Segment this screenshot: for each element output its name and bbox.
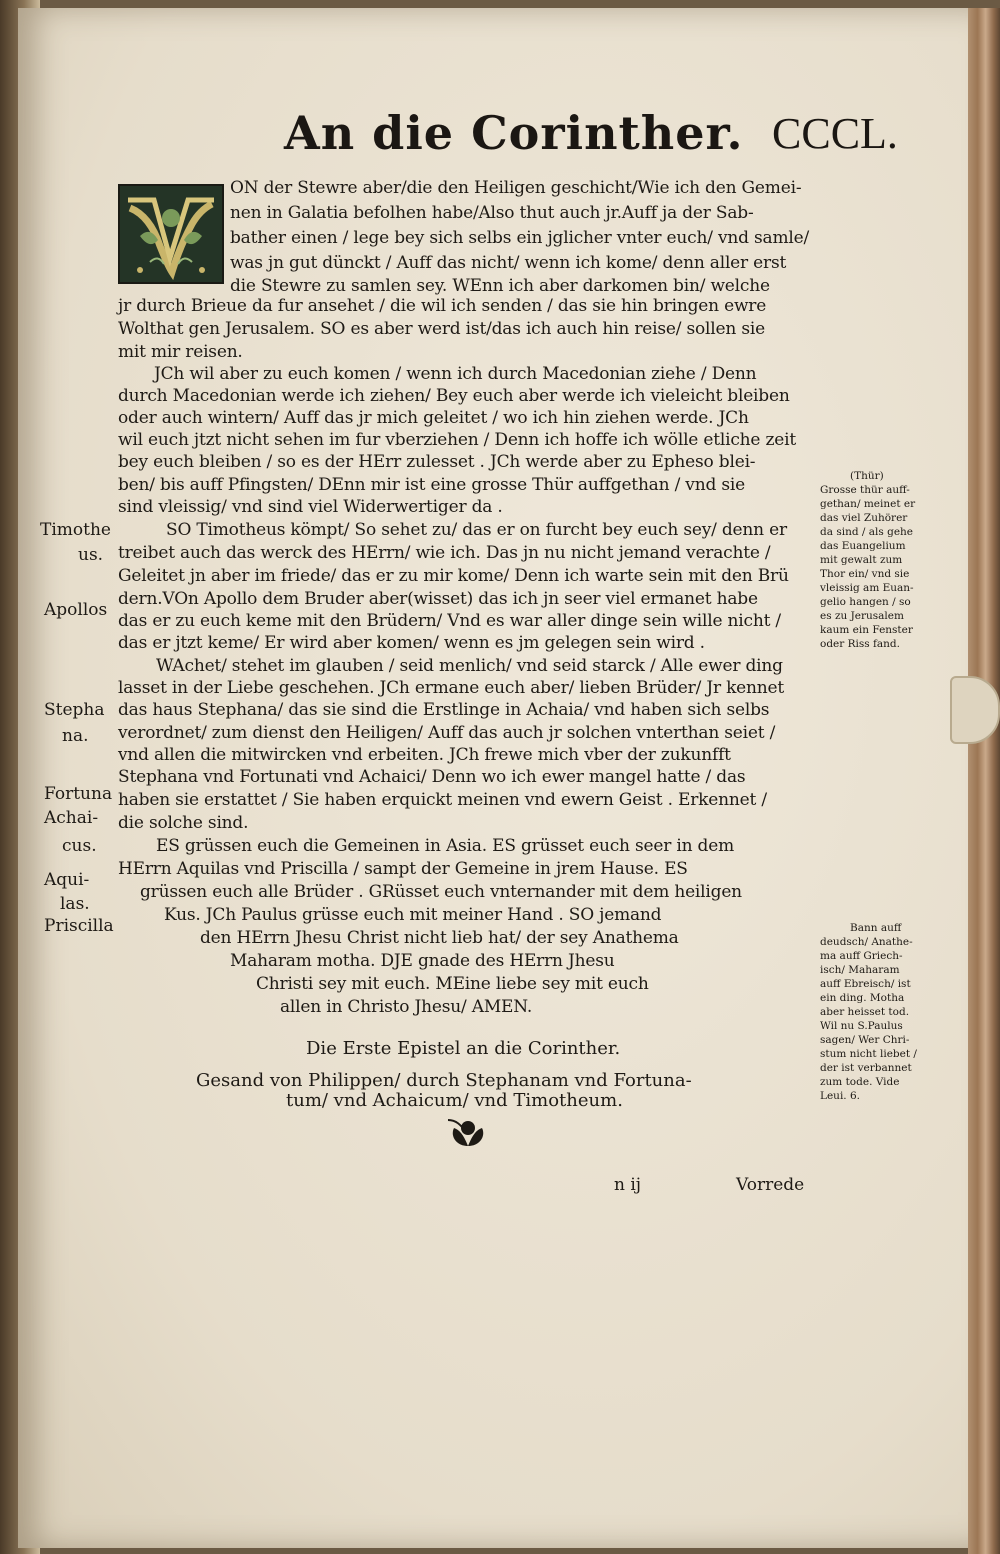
text-line: lasset in der Liebe geschehen. JCh ermane euch aber/ lieben Brüder/ Jr kennet: [118, 678, 785, 698]
page-edge-stack: [968, 8, 1000, 1554]
gloss-line: ma auff Griech-: [820, 950, 903, 962]
text-line: wil euch jtzt nicht sehen im fur vberziehen / Denn ich hoffe ich wölle etliche zeit: [118, 430, 796, 450]
text-line: HErrn Aquilas vnd Priscilla / sampt der Gemeine in jrem Hause. ES: [118, 859, 688, 879]
margin-name: us.: [78, 545, 104, 565]
margin-name: Aqui-: [44, 870, 90, 890]
gloss-line: stum nicht liebet /: [820, 1048, 917, 1060]
margin-name: las.: [60, 894, 90, 914]
text-line: haben sie erstattet / Sie haben erquickt meinen vnd ewern Geist . Erkennet /: [118, 790, 767, 810]
text-line: bather einen / lege bey sich selbs ein jglicher vnter euch/ vnd samle/: [230, 228, 810, 248]
text-line: dern.VOn Apollo dem Bruder aber(wisset) das ich jn seer viel ermanet habe: [118, 589, 758, 609]
signature-mark: n ij: [614, 1175, 642, 1195]
text-line: Stephana vnd Fortunati vnd Achaici/ Denn wo ich ewer mangel hatte / das: [118, 767, 746, 787]
gloss-line: Wil nu S.Paulus: [820, 1020, 903, 1032]
text-line: sind vleissig/ vnd sind viel Widerwertiger da .: [118, 497, 503, 517]
text-line: jr durch Brieue da fur ansehet / die wil ich senden / das sie hin bringen ewre: [118, 296, 767, 316]
fleuron-ornament-icon: [446, 1116, 490, 1152]
text-line: treibet auch das werck des HErrn/ wie ich. Das jn nu nicht jemand verachte /: [118, 543, 771, 563]
text-line: das er jtzt keme/ Er wird aber komen/ wenn es jm gelegen sein wird .: [118, 633, 705, 653]
text-line: WAchet/ stehet im glauben / seid menlich/ vnd seid starck / Alle ewer ding: [156, 656, 783, 676]
text-line: Geleitet jn aber im friede/ das er zu mir kome/ Denn ich warte sein mit den Brü: [118, 566, 789, 586]
epistle-subscription-title: Die Erste Epistel an die Corinther.: [306, 1038, 621, 1059]
catchword: Vorrede: [736, 1175, 805, 1195]
margin-name: Timothe: [40, 520, 111, 540]
gloss-line: vleissig am Euan-: [820, 582, 914, 594]
gloss-line: das Euangelium: [820, 540, 906, 552]
text-line: mit mir reisen.: [118, 342, 243, 362]
text-line: die Stewre zu samlen sey. WEnn ich aber darkomen bin/ welche: [230, 276, 770, 296]
text-line: das er zu euch keme mit den Brüdern/ Vnd es war aller dinge sein wille nicht /: [118, 611, 781, 631]
gloss-line: Thor ein/ vnd sie: [820, 568, 910, 580]
text-line: Wolthat gen Jerusalem. SO es aber werd ist/das ich auch hin reise/ sollen sie: [118, 319, 765, 339]
gloss-line: oder Riss fand.: [820, 638, 900, 650]
text-line: Maharam motha. DJE gnade des HErrn Jhesu: [230, 951, 615, 971]
epistle-subscription-line: tum/ vnd Achaicum/ vnd Timotheum.: [286, 1090, 623, 1111]
margin-name: cus.: [62, 836, 97, 856]
text-line: was jn gut dünckt / Auff das nicht/ wenn ich kome/ denn aller erst: [230, 253, 787, 273]
epistle-subscription-line: Gesand von Philippen/ durch Stephanam vnd Fortuna-: [196, 1070, 692, 1091]
gloss-line: zum tode. Vide: [820, 1076, 900, 1088]
running-head-title: An die Corinther.: [284, 106, 744, 160]
text-line: grüssen euch alle Brüder . GRüsset euch vnternander mit dem heiligen: [140, 882, 742, 902]
gloss-line: gelio hangen / so: [820, 596, 911, 608]
text-line: durch Macedonian werde ich ziehen/ Bey euch aber werde ich vieleicht bleiben: [118, 386, 790, 406]
gloss-line: das viel Zuhörer: [820, 512, 908, 524]
margin-name: Fortuna: [44, 784, 113, 804]
text-line: verordnet/ zum dienst den Heiligen/ Auff das auch jr solchen vnterthan seiet /: [118, 723, 776, 743]
text-line: bey euch bleiben / so es der HErr zulesset . JCh werde aber zu Epheso blei-: [118, 452, 756, 472]
gloss-line: aber heisset tod.: [820, 1006, 910, 1018]
gloss-line: der ist verbannet: [820, 1062, 912, 1074]
text-line: vnd allen die mitwircken vnd erbeiten. JCh frewe mich vber der zukunfft: [118, 745, 731, 765]
text-line: JCh wil aber zu euch komen / wenn ich durch Macedonian ziehe / Denn: [154, 364, 757, 384]
gloss-line: auff Ebreisch/ ist: [820, 978, 911, 990]
margin-name: Achai-: [44, 808, 99, 828]
text-line: nen in Galatia befolhen habe/Also thut auch jr.Auff ja der Sab-: [230, 203, 754, 223]
text-line: ben/ bis auff Pfingsten/ DEnn mir ist eine grosse Thür auffgethan / vnd sie: [118, 475, 745, 495]
margin-name: Stepha: [44, 700, 105, 720]
text-line: ON der Stewre aber/die den Heiligen geschicht/Wie ich den Gemei-: [230, 178, 802, 198]
gloss-line: mit gewalt zum: [820, 554, 903, 566]
text-line: den HErrn Jhesu Christ nicht lieb hat/ der sey Anathema: [200, 928, 679, 948]
decorated-initial-icon: [118, 184, 224, 284]
gloss-line: sagen/ Wer Chri-: [820, 1034, 910, 1046]
folio-number: CCCL.: [772, 109, 898, 158]
text-line: das haus Stephana/ das sie sind die Erstlinge in Achaia/ vnd haben sich selbs: [118, 700, 770, 720]
gloss-line: isch/ Maharam: [820, 964, 900, 976]
gloss-line: es zu Jerusalem: [820, 610, 904, 622]
gloss-line: (Thür): [850, 470, 884, 482]
text-line: oder auch wintern/ Auff das jr mich geleitet / wo ich hin ziehen werde. JCh: [118, 408, 749, 428]
gloss-line: deudsch/ Anathe-: [820, 936, 913, 948]
text-line: Kus. JCh Paulus grüsse euch mit meiner Hand . SO jemand: [164, 905, 662, 925]
margin-name: Priscilla: [44, 916, 114, 936]
gloss-line: ein ding. Motha: [820, 992, 905, 1004]
gloss-line: Grosse thür auff-: [820, 484, 910, 496]
gloss-line: da sind / als gehe: [820, 526, 914, 538]
gloss-line: Bann auff: [850, 922, 902, 934]
gloss-line: kaum ein Fenster: [820, 624, 913, 636]
text-line: allen in Christo Jhesu/ AMEN.: [280, 997, 533, 1017]
page-tab: [950, 676, 1000, 744]
gloss-line: Leui. 6.: [820, 1090, 861, 1102]
gloss-line: gethan/ meinet er: [820, 498, 916, 510]
text-line: SO Timotheus kömpt/ So sehet zu/ das er on furcht bey euch sey/ denn er: [166, 520, 787, 540]
text-line: Christi sey mit euch. MEine liebe sey mit euch: [256, 974, 649, 994]
text-line: die solche sind.: [118, 813, 249, 833]
margin-name: na.: [62, 726, 89, 746]
text-line: ES grüssen euch die Gemeinen in Asia. ES grüsset euch seer in dem: [156, 836, 735, 856]
margin-name: Apollos: [44, 600, 108, 620]
